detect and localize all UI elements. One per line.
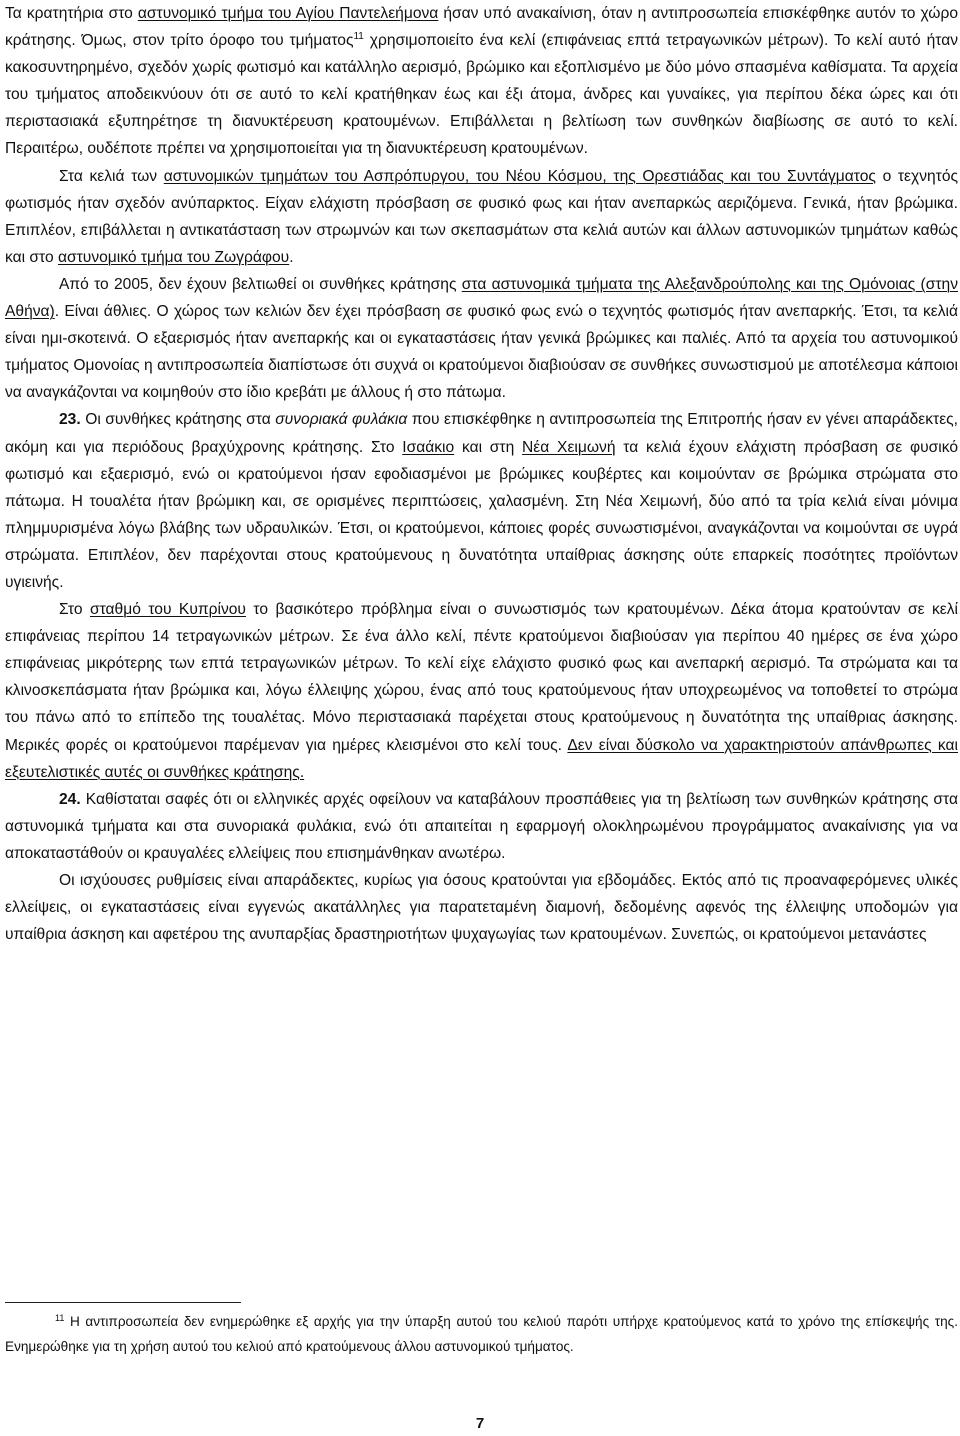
footnote-separator <box>5 1302 241 1303</box>
text-run: ήσαν υπό ανακαίνιση, όταν η αντιπροσωπεία επισκέφθηκε αυτόν το χώρο κράτησης. Όμως, στον τρίτο όροφο του τμήματος <box>5 5 958 50</box>
text-run: και στη <box>454 438 523 456</box>
section-number: 24. <box>59 790 81 808</box>
section-number: 23. <box>59 411 81 429</box>
page-number: 7 <box>475 1415 485 1432</box>
paragraph-p2 <box>5 163 958 271</box>
footnote-text: Η αντιπροσωπεία δεν ενημερώθηκε εξ αρχής για την ύπαρξη αυτού του κελιού παρότι υπήρχε κρατούμενος κατά το χρόνο της επίσκεψής της. Ενημερώθηκε για τη χρήση αυτού του κελιού από κρατούμενους άλλου αστυνομικού τμήματος. <box>5 1314 958 1354</box>
text-run: Από το 2005, δεν έχουν βελτιωθεί οι συνθήκες κράτησης <box>59 275 462 293</box>
underlined-text: Δεν είναι δύσκολο να χαρακτηριστούν απάνθρωπες και εξευτελιστικές αυτές οι συνθήκες κράτησης. <box>5 736 958 781</box>
paragraph-p1 <box>5 0 958 163</box>
text-run: που επισκέφθηκε η αντιπροσωπεία της Επιτροπής ήσαν εν γένει απαράδεκτες, ακόμη και για περιόδους βραχύχρονης κράτησης. Στο <box>5 411 959 456</box>
paragraph-p5 <box>5 596 958 786</box>
footnotes <box>5 1309 958 1359</box>
text-run: Οι συνθήκες κράτησης στα <box>80 411 276 429</box>
paragraph-p3 <box>5 271 958 406</box>
italic-text: συνοριακά φυλάκια <box>275 411 408 429</box>
footnote-number: 11 <box>55 1313 65 1323</box>
text-run: Καθίσταται σαφές ότι οι ελληνικές αρχές οφείλουν να καταβάλουν προσπάθειες για τη βελτίωση των συνθηκών κράτησης στα αστυνομικά τμήματα και στα συνοριακά φυλάκια, ενώ ότι απαιτείται η εφαρμογή ολοκληρωμένου προγράμματος ανακαίνισης για να αποκαταστάθούν οι κραυγαλέες ελλείψεις που επισημάνθηκαν ανωτέρω. <box>5 790 958 862</box>
underlined-text: Ισαάκιο <box>402 438 455 456</box>
text-run: το βασικότερο πρόβλημα είναι ο συνωστισμός των κρατουμένων. Δέκα άτομα κρατούνταν σε κελί επιφάνειας περίπου 14 τετραγωνικών μέτρων. Σε ένα άλλο κελί, πέντε κρατούμενοι διαβιούσαν για περίπου 40 ημέρες σε ένα χώρο επιφάνειας μικρότερης των επτά τετραγωνικών μέτρων. Το κελί είχε ελάχιστο φυσικό φως και ανεπαρκή αερισμό. Τα στρώματα και τα κλινοσκεπάσματα ήταν βρώμικα και, λόγω έλλειψης χώρου, ένας από τους κρατούμενους ήταν υποχρεωμένος να τοποθετεί το στρώμα του πάνω από το επίπεδο της τουαλέτας. Μόνο περιστασιακά παρέχεται στους κρατούμενους η δυνατότητα της υπαίθριας άσκησης. Μερικές φορές οι κρατούμενοι παρέμεναν για ημέρες κλεισμένοι στο κελί τους. <box>5 601 959 754</box>
underlined-text: αστυνομικό τμήμα του Ζωγράφου <box>58 248 290 266</box>
underlined-text: αστυνομικό τμήμα του Αγίου Παντελεήμονα <box>137 5 439 22</box>
text-run: τα κελιά έχουν ελάχιστη πρόσβαση σε φυσικό φωτισμό και εξαερισμό, ενώ οι κρατούμενοι ήσαν εφοδιασμένοι με βρώμικες κουβέρτες και κοιμούνταν σε βρώμικα στρώματα στο πάτωμα. Η τουαλέτα ήταν βρώμικη και, σε ορισμένες περιπτώσεις, χαλασμένη. Στη Νέα Χειμωνή, δύο από τα τρία κελιά είναι μόνιμα πλημμυρισμένα λόγω βλάβης των υδραυλικών. Έτσι, οι κρατούμενοι, κάποιες φορές συνωστισμένοι, αναγκάζονται να κοιμούνται σε υγρά στρώματα. Επιπλέον, δεν παρέχονται στους κρατούμενους η δυνατότητα υπαίθριας άσκησης ούτε επαρκείς ποσότητες προϊόντων υγιεινής. <box>5 438 959 591</box>
text-run: χρησιμοποιείτο ένα κελί (επιφάνειας επτά τετραγωνικών μέτρων). Το κελί αυτό ήταν κακοσυντηρημένο, σχεδόν χωρίς φωτισμό και κατάλληλο αερισμό, βρώμικο και εξοπλισμένο με δύο μόνο σπασμένα καθίσματα. Τα αρχεία του τμήματος αποδεικνύουν ότι σε αυτό το κελί κρατήθηκαν έως και έξι άτομα, άνδρες και γυναίκες, για περίπου δέκα ώρες και ότι περιστασιακά εξυπηρέτησε τη διανυκτέρευση κρατουμένων. Επιβάλλεται η βελτίωση των συνθηκών διαβίωσης σε αυτό το κελί. Περαιτέρω, ουδέποτε πρέπει να χρησιμοποιείται για τη διανυκτέρευση κρατουμένων. <box>5 32 959 158</box>
underlined-text: στα αστυνομικά τμήματα της Αλεξανδρούπολης και της Ομόνοιας (στην Αθήνα) <box>5 275 958 321</box>
underlined-text: αστυνομικών τμημάτων του Ασπρόπυργου, του Νέου Κόσμου, της Ορεστιάδας και του Συντάγματος <box>163 167 876 185</box>
document-body <box>5 0 958 948</box>
paragraph-p6 <box>5 786 958 867</box>
paragraph-p4 <box>5 406 958 596</box>
footnote-ref: 11 <box>353 31 364 43</box>
text-run: ο τεχνητός φωτισμός ήταν σχεδόν ανύπαρκτος. Είχαν ελάχιστη πρόσβαση σε φυσικό φως και ήταν ανεπαρκώς αεριζόμενα. Γενικά, ήταν βρώμικα. Επιπλέον, επιβάλλεται η αντικατάσταση των στρωμνών και των σκεπασμάτων στα κελιά αυτών και άλλων αστυνομικών τμημάτων καθώς και στο <box>5 167 959 266</box>
paragraph-p7 <box>5 867 958 948</box>
underlined-text: Νέα Χειμωνή <box>522 438 616 456</box>
text-run: Τα κρατητήρια στο <box>5 5 138 22</box>
text-run: Οι ισχύουσες ρυθμίσεις είναι απαράδεκτες, κυρίως για όσους κρατούνται για εβδομάδες. Εκτός από τις προαναφερόμενες υλικές ελλείψεις, οι εγκαταστάσεις είναι εγγενώς ακατάλληλες για παρατεταμένη διαμονή, δεδομένης αφενός της έλλειψης υποδομών για υπαίθρια άσκηση και αφετέρου της ανυπαρξίας δραστηριοτήτων ψυχαγωγίας των κρατουμένων. Συνεπώς, οι κρατούμενοι μετανάστες <box>5 872 958 944</box>
text-run: . Είναι άθλιες. Ο χώρος των κελιών δεν έχει πρόσβαση σε φυσικό φως ενώ ο τεχνητός φωτισμός ήταν ανεπαρκής. Έτσι, τα κελιά είναι ημι-σκοτεινά. Ο εξαερισμός ήταν ανεπαρκής και οι εγκαταστάσεις ήταν γενικά βρώμικες και παλιές. Από τα αρχεία του αστυνομικού τμήματος Ομονοίας η αντιπροσωπεία διαπίστωσε ότι συχνά οι κρατούμενοι διαβιούσαν σε συνθήκες συνωστισμού με αποτέλεσμα κάποιοι να αναγκάζονται να κοιμηθούν στο ίδιο κρεβάτι με άλλους ή στο πάτωμα. <box>5 303 958 402</box>
text-run: Στο <box>59 601 90 619</box>
underlined-text: σταθμό του Κυπρίνου <box>89 601 246 619</box>
footnote-11 <box>5 1309 958 1359</box>
text-run: Στα κελιά των <box>59 167 164 185</box>
text-run: . <box>289 248 294 266</box>
